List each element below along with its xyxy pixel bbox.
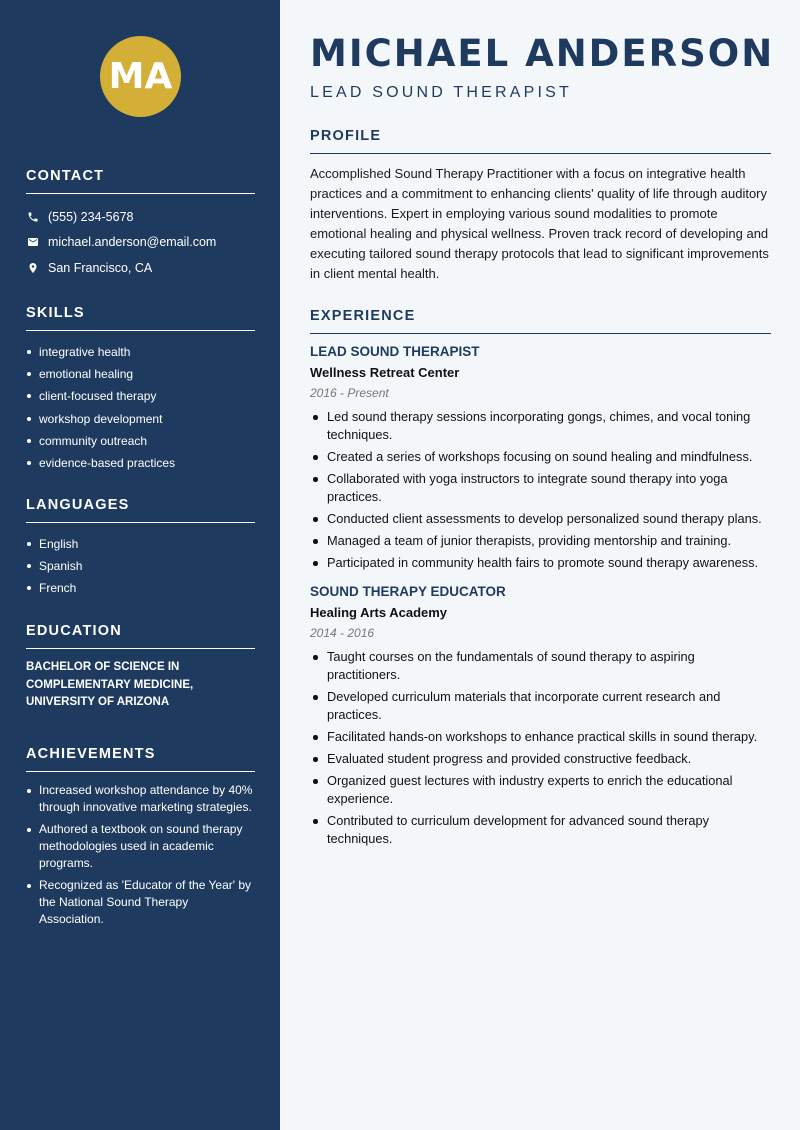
candidate-name: MICHAEL ANDERSON bbox=[310, 32, 775, 75]
job-entry bbox=[310, 584, 771, 848]
job-bullet: Collaborated with yoga instructors to integrate sound therapy into yoga practices. bbox=[310, 470, 771, 506]
education-entry: BACHELOR OF SCIENCE IN COMPLEMENTARY MEDICINE, UNIVERSITY OF ARIZONA bbox=[26, 661, 194, 708]
skill-item: workshop development bbox=[26, 408, 255, 430]
email-icon bbox=[26, 236, 39, 249]
location-text: San Francisco, CA bbox=[48, 260, 153, 275]
skills-heading: SKILLS bbox=[26, 305, 255, 331]
phone-icon bbox=[26, 210, 39, 223]
contact-phone bbox=[26, 204, 255, 230]
job-bullet: Facilitated hands-on workshops to enhance practical skills in sound therapy. bbox=[310, 728, 771, 746]
job-company: Healing Arts Academy bbox=[310, 605, 448, 620]
profile-text: Accomplished Sound Therapy Practitioner with a focus on integrative health practices and a commitment to enhancing clients' quality of life through auditory interventions. Expert in employing various sound modalities to promote emotional healing and physical wellness. Proven track record of developing and executing tailored sound therapy protocols that lead to significant improvements in client mental health. bbox=[310, 166, 769, 281]
location-icon bbox=[26, 261, 39, 274]
job-title: SOUND THERAPY EDUCATOR bbox=[310, 584, 506, 599]
email-text: michael.anderson@email.com bbox=[48, 235, 217, 250]
achievement-item: Authored a textbook on sound therapy methodologies used in academic programs. bbox=[26, 821, 255, 872]
experience-heading: EXPERIENCE bbox=[310, 308, 771, 334]
job-bullet: Created a series of workshops focusing on sound healing and mindfulness. bbox=[310, 448, 771, 466]
skill-item: evidence-based practices bbox=[26, 452, 255, 474]
sidebar bbox=[0, 0, 280, 1130]
skill-item: community outreach bbox=[26, 430, 255, 452]
job-bullet: Organized guest lectures with industry experts to enrich the educational experience. bbox=[310, 772, 771, 808]
job-bullet: Evaluated student progress and provided constructive feedback. bbox=[310, 750, 771, 768]
contact-heading: CONTACT bbox=[26, 168, 255, 194]
skill-item: integrative health bbox=[26, 341, 255, 363]
job-bullet: Conducted client assessments to develop personalized sound therapy plans. bbox=[310, 510, 771, 528]
achievements-heading: ACHIEVEMENTS bbox=[26, 746, 255, 772]
job-entry bbox=[310, 344, 771, 572]
contact-location bbox=[26, 255, 255, 281]
job-bullet: Led sound therapy sessions incorporating gongs, chimes, and vocal toning techniques. bbox=[310, 408, 771, 444]
job-bullet: Taught courses on the fundamentals of sound therapy to aspiring practitioners. bbox=[310, 648, 771, 684]
education-heading: EDUCATION bbox=[26, 623, 255, 649]
achievement-item: Increased workshop attendance by 40% through innovative marketing strategies. bbox=[26, 782, 255, 816]
job-company: Wellness Retreat Center bbox=[310, 365, 460, 380]
language-item: English bbox=[26, 533, 255, 555]
candidate-title: LEAD SOUND THERAPIST bbox=[310, 84, 572, 101]
job-bullet: Participated in community health fairs to promote sound therapy awareness. bbox=[310, 554, 771, 572]
phone-text: (555) 234-5678 bbox=[48, 209, 134, 224]
language-item: French bbox=[26, 577, 255, 599]
contact-email bbox=[26, 230, 255, 256]
experience-section bbox=[310, 308, 771, 860]
profile-section bbox=[310, 128, 771, 284]
skill-item: client-focused therapy bbox=[26, 385, 255, 407]
skills-section bbox=[26, 305, 255, 474]
contact-section bbox=[26, 168, 255, 281]
skill-item: emotional healing bbox=[26, 363, 255, 385]
job-dates: 2016 - Present bbox=[310, 386, 389, 400]
profile-heading: PROFILE bbox=[310, 128, 771, 154]
job-bullet: Developed curriculum materials that incorporate current research and practices. bbox=[310, 688, 771, 724]
avatar: MA bbox=[100, 36, 181, 117]
language-item: Spanish bbox=[26, 555, 255, 577]
education-section bbox=[26, 623, 255, 712]
languages-heading: LANGUAGES bbox=[26, 497, 255, 523]
achievements-section bbox=[26, 746, 255, 933]
achievement-item: Recognized as 'Educator of the Year' by the National Sound Therapy Association. bbox=[26, 877, 255, 928]
languages-section bbox=[26, 497, 255, 600]
job-dates: 2014 - 2016 bbox=[310, 626, 375, 640]
job-bullet: Managed a team of junior therapists, providing mentorship and training. bbox=[310, 532, 771, 550]
job-title: LEAD SOUND THERAPIST bbox=[310, 344, 480, 359]
job-bullet: Contributed to curriculum development for advanced sound therapy techniques. bbox=[310, 812, 771, 848]
